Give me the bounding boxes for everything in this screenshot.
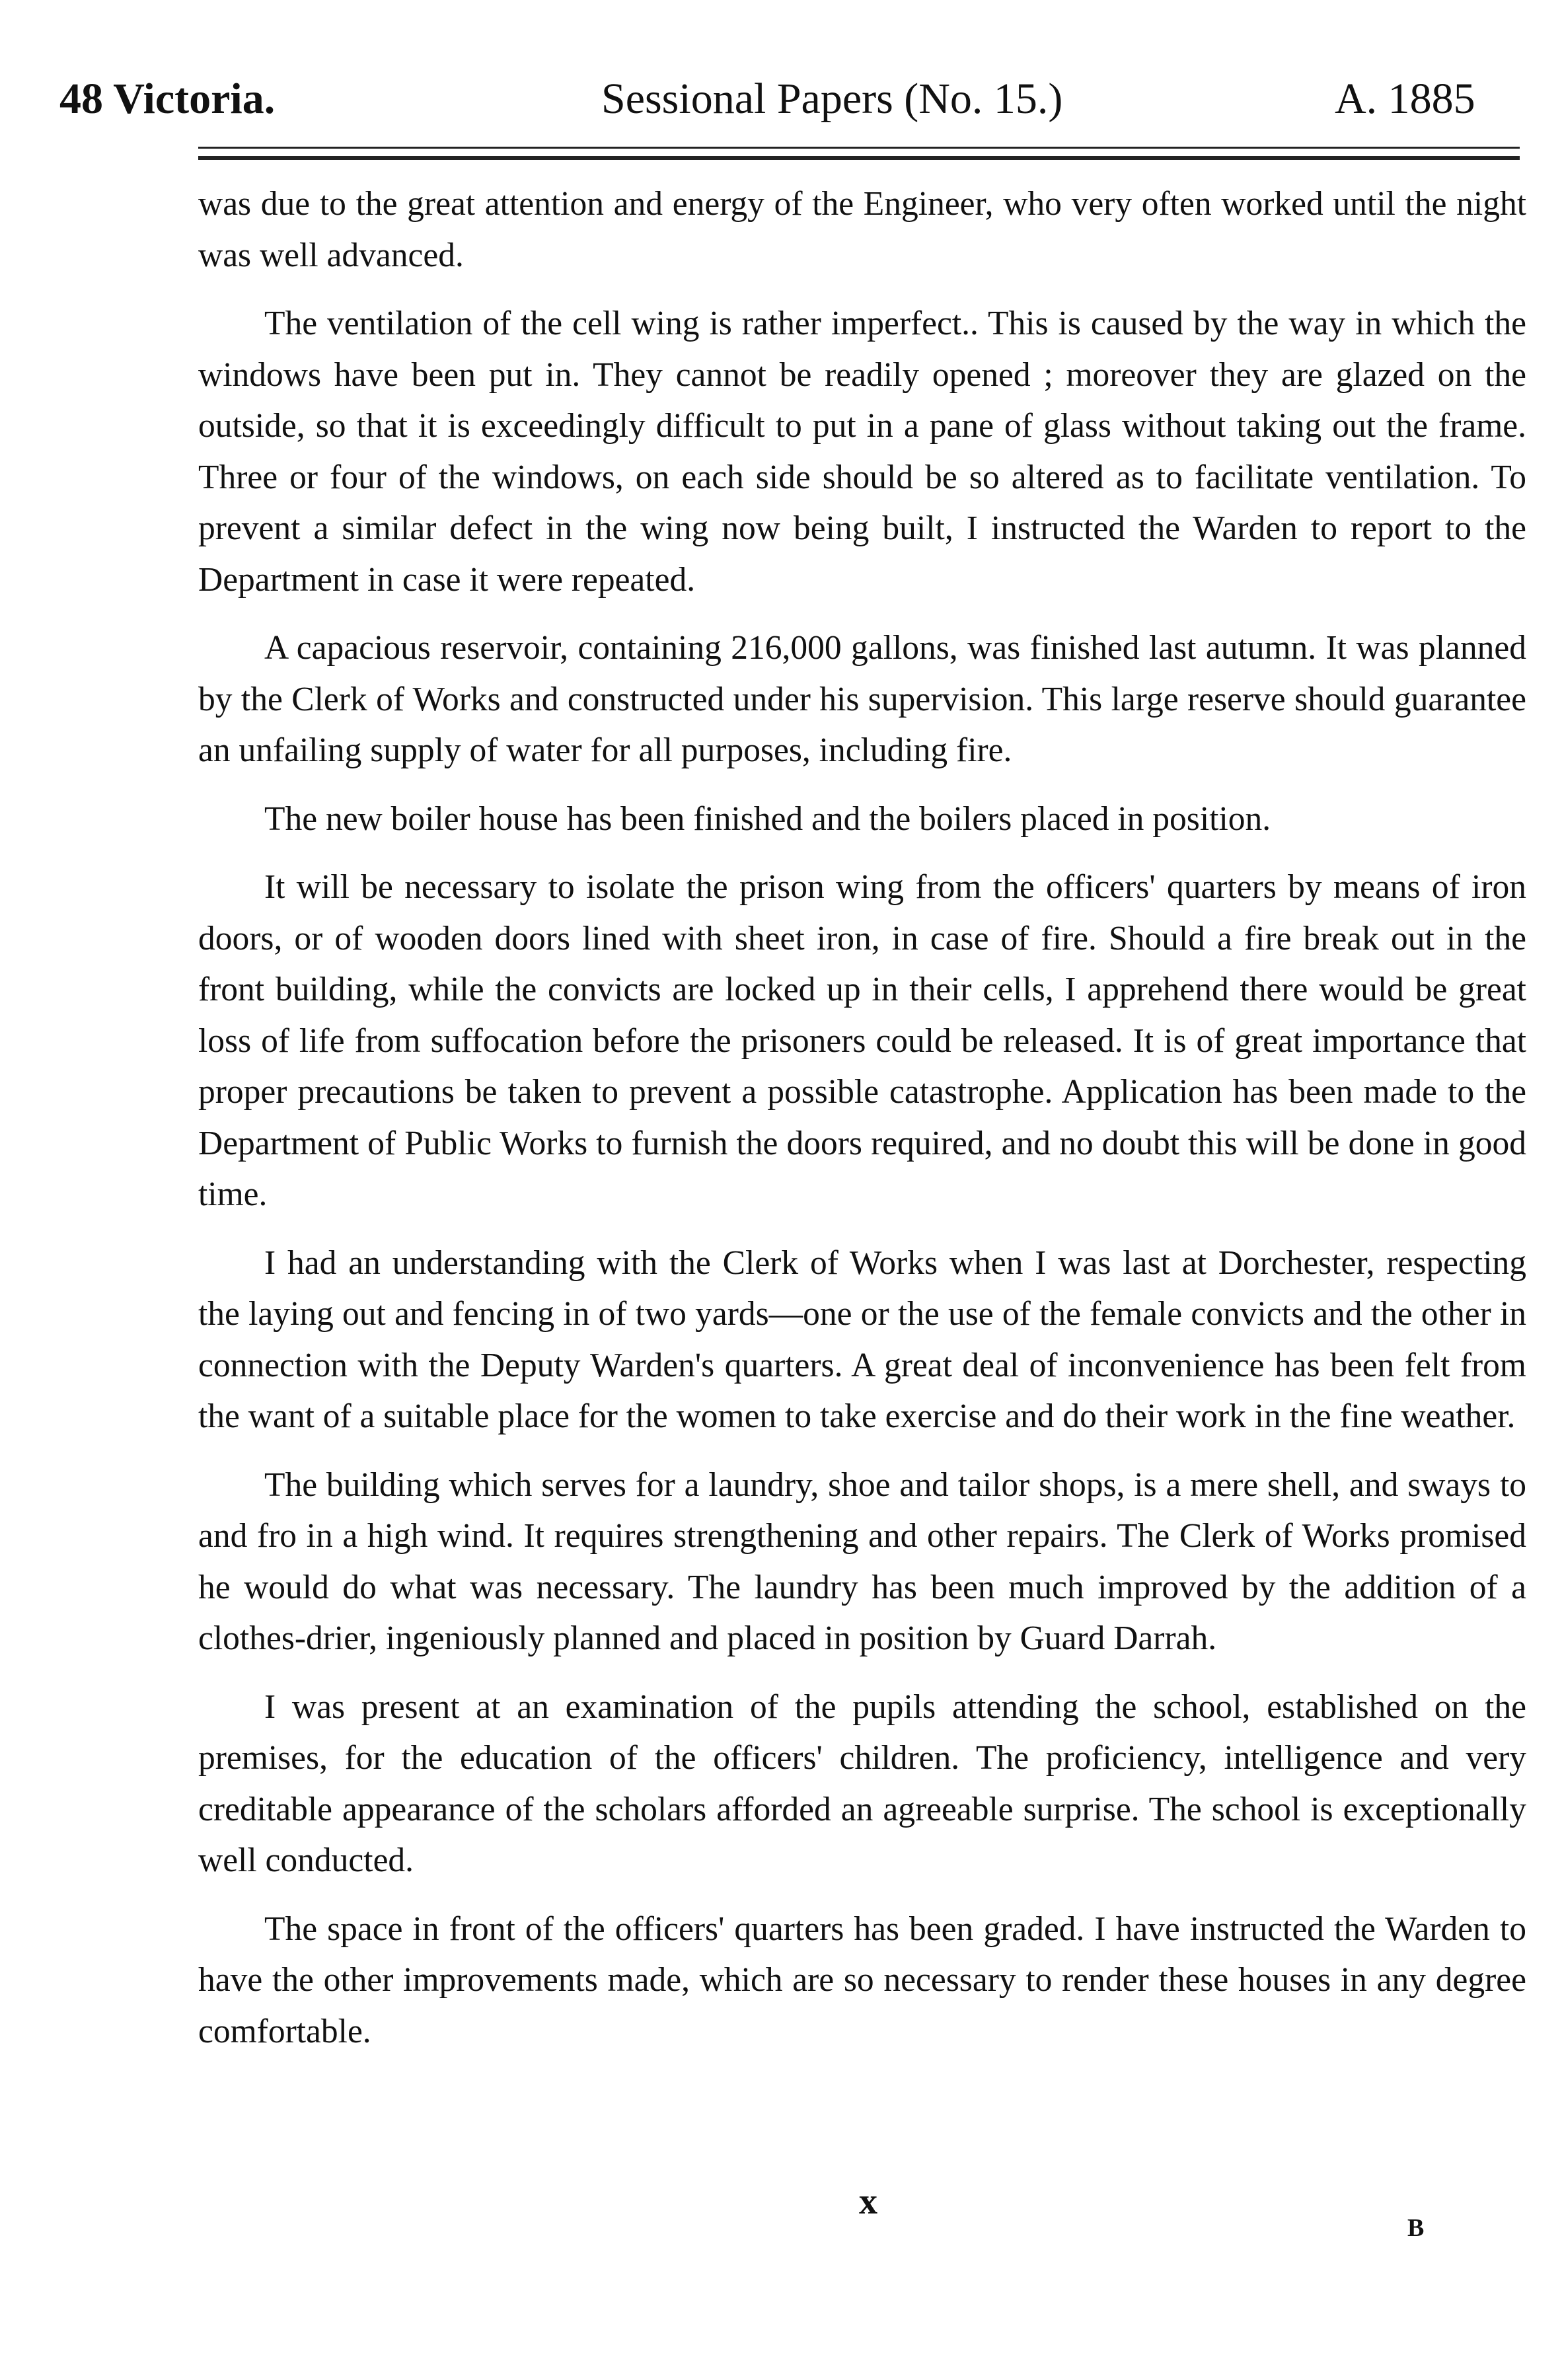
paragraph-laundry: The building which serves for a laundry, shoe and tailor shops, is a mere shell, and sways to and fro in a high wind. It requires strengthening and other repairs. The Clerk of Works promised he would do what was necessary. The laundry has been much improved by the addition of a clothes-drier, ingeniously planned and placed in position by Guard Darrah.: [198, 1466, 1526, 1657]
paragraph-boiler-house: The new boiler house has been finished and the boilers placed in position.: [264, 800, 1271, 838]
paragraph-fire-safety: It will be necessary to isolate the prison wing from the officers' quarters by means of iron doors, or of wooden doors lined with sheet iron, in case of fire. Should a fire break out in the front building, while the convicts are locked up in their cells, I apprehend there would be great loss of life from suffocation before the prisoners could be released. It is of great importance that proper precautions be taken to prevent a possible catastrophe. Application has been made to the Department of Public Works to furnish the doors required, and no doubt this will be done in good time.: [198, 868, 1526, 1213]
report-body: [198, 178, 1526, 2074]
header-rule-thin: [198, 147, 1520, 149]
header-year: A. 1885: [1335, 75, 1475, 123]
signature-mark: x: [859, 2181, 877, 2222]
paragraph-reservoir: A capacious reservoir, containing 216,000 gallons, was finished last autumn. It was planned by the Clerk of Works and constructed under his supervision. This large reserve should guarantee an unfailing supply of water for all purposes, including fire.: [198, 629, 1526, 769]
paragraph-officers-quarters: The space in front of the officers' quarters has been graded. I have instructed the Warden to have the other improvements made, which are so necessary to render these houses in any degree comfortable.: [198, 1910, 1526, 2050]
paragraph-ventilation: The ventilation of the cell wing is rather imperfect.. This is caused by the way in which the windows have been put in. They cannot be readily opened ; moreover they are glazed on the outside, so that it is exceedingly difficult to put in a pane of glass without taking out the frame. Three or four of the windows, on each side should be so altered as to facilitate ventilation. To prevent a similar defect in the wing now being built, I instructed the Warden to report to the Department in case it were repeated.: [198, 305, 1526, 599]
paragraph-engineer: was due to the great attention and energy of the Engineer, who very often worked until the night was well advanced.: [198, 185, 1526, 274]
header-volume: 48 Victoria.: [59, 75, 276, 123]
page-footer: [198, 2180, 1526, 2260]
paragraph-school: I was present at an examination of the pupils attending the school, established on the premises, for the education of the officers' children. The proficiency, intelligence and very creditable appearance of the scholars afforded an agreeable surprise. The school is exceptionally well conducted.: [198, 1688, 1526, 1879]
header-series: Sessional Papers (No. 15.): [601, 75, 1063, 123]
paragraph-yards: I had an understanding with the Clerk of Works when I was last at Dorchester, respecting the laying out and fencing in of two yards—one or the use of the female convicts and the other in connection with the Deputy Warden's quarters. A great deal of inconvenience has been felt from the want of a suitable place for the women to take exercise and do their work in the fine weather.: [198, 1244, 1526, 1435]
header-rule-thick: [198, 156, 1520, 160]
running-header: [59, 66, 1520, 132]
signature-letter: B: [1407, 2214, 1425, 2242]
